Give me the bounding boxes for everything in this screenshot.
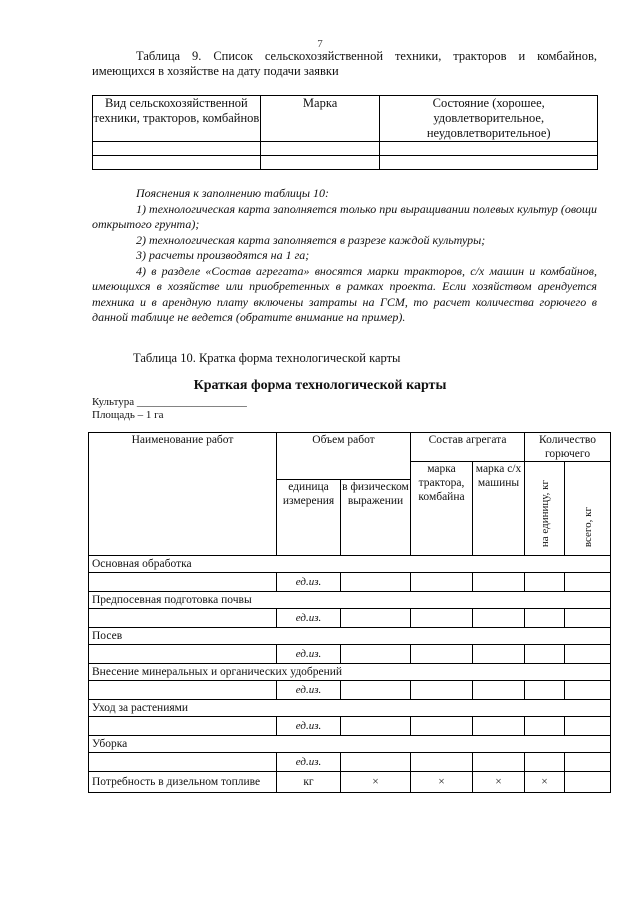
diesel-unit: кг: [277, 772, 341, 793]
header-works: Наименование работ: [89, 433, 277, 556]
header-volume: Объем работ: [277, 433, 411, 480]
table-row: [93, 156, 598, 170]
table-row: [89, 573, 611, 592]
tech-card-title: Краткая форма технологической карты: [193, 378, 447, 393]
diesel-row: [89, 772, 611, 793]
header-physical: в физическом выражении: [341, 480, 411, 556]
note-item: 3) расчеты производятся на 1 га;: [136, 248, 310, 262]
note-item: 2) технологическая карта заполняется в разрезе каждой культуры;: [136, 232, 486, 247]
cross-mark: ×: [525, 772, 565, 793]
culture-label: Культура ____________________: [92, 396, 247, 408]
notes-title: Пояснения к заполнению таблицы 10:: [136, 186, 330, 200]
notes: [92, 186, 597, 326]
table-row: [89, 753, 611, 772]
note-item: 4) в разделе «Состав агрегата» вносятся марки тракторов, с/х машин и комбайнов, имеющихся в хозяйстве или приобретенных в рамках проекта. Если хозяйством арендуется техника и в арендную плату включены затраты на ГСМ, то расчет количества горючего в данной таблице не ведется (обратите внимание на пример).: [92, 263, 597, 324]
unit-cell: ед.из.: [277, 645, 341, 664]
header-total: всего, кг: [581, 506, 594, 547]
cross-mark: ×: [473, 772, 525, 793]
table10: [88, 432, 611, 793]
note-item: 1) технологическая карта заполняется только при выращивании полевых культур (овощи открытого грунта);: [92, 201, 597, 231]
unit-cell: ед.из.: [277, 609, 341, 628]
header-per-unit: на единицу, кг: [538, 479, 551, 547]
table9-header-condition: Состояние (хорошее, удовлетворительное, неудовлетворительное): [380, 96, 598, 142]
header-unit-composition: Состав агрегата: [411, 433, 525, 462]
section-row: Предпосевная подготовка почвы: [89, 592, 611, 609]
section-row: Уход за растениями: [89, 700, 611, 717]
table10-caption: Таблица 10. Кратка форма технологической карты: [133, 351, 401, 365]
page-number: 7: [317, 38, 323, 50]
table9-header-type: Вид сельскохозяйственной техники, тракторов, комбайнов: [93, 96, 261, 142]
section-row: Внесение минеральных и органических удобрений: [89, 664, 611, 681]
unit-cell: ед.из.: [277, 573, 341, 592]
area-label: Площадь – 1 га: [92, 409, 164, 421]
section-row: Уборка: [89, 736, 611, 753]
table9-header-brand: Марка: [260, 96, 380, 142]
header-machine-brand: марка с/х машины: [473, 462, 525, 556]
table-row: [89, 645, 611, 664]
cross-mark: ×: [411, 772, 473, 793]
unit-cell: ед.из.: [277, 717, 341, 736]
section-row: Основная обработка: [89, 556, 611, 573]
table9: [92, 95, 598, 170]
header-unit: единица измерения: [277, 480, 341, 556]
section-row: Посев: [89, 628, 611, 645]
unit-cell: ед.из.: [277, 753, 341, 772]
diesel-label: Потребность в дизельном топливе: [89, 772, 277, 793]
unit-cell: ед.из.: [277, 681, 341, 700]
table-row: [89, 681, 611, 700]
table9-caption: Таблица 9. Список сельскохозяйственной техники, тракторов и комбайнов, имеющихся в хозяйстве на дату подачи заявки: [92, 49, 597, 78]
table-row: [89, 609, 611, 628]
table-row: [89, 717, 611, 736]
header-fuel: Количество горючего: [525, 433, 611, 462]
header-tractor-brand: марка трактора, комбайна: [411, 462, 473, 556]
cross-mark: ×: [341, 772, 411, 793]
table-row: [93, 142, 598, 156]
